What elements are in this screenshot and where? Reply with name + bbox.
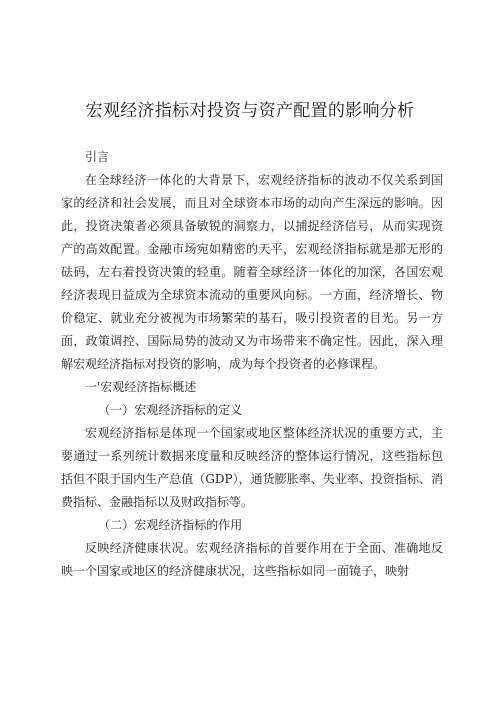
subsection-2-heading: （二）宏观经济指标的作用 xyxy=(98,518,243,532)
intro-paragraph: 在全球经济一体化的大背景下，宏观经济指标的波动不仅关系到国家的经济和社会发展，而且对全球资本市场的动向产生深远的影响。因此，投资决策者必须具备敏锐的洞察力，以捕捉经济信号，从而实现资产的高效配置。金融市场宛如精密的天平，宏观经济指标就是那无形的砝码，左右着投资决策的轻重。随着全球经济一体化的加深，各国宏观经济表现日益成为全球资本流动的重要风向标。一方面，经济增长、物价稳定、就业充分被视为市场繁荣的基石，吸引投资者的目光。另一方面，政策调控、国际局势的波动又为市场带来不确定性。因此，深入理解宏观经济指标对投资的影响，成为每个投资者的必修课程。 xyxy=(61,173,443,371)
section-1-heading: 一'宏观经济指标概述 xyxy=(85,380,197,394)
subsection-1-paragraph: 宏观经济指标是体现一个国家或地区整体经济状况的重要方式，主要通过一系列统计数据来度量和反映经济的整体运行情况，这些指标包括但不限于国内生产总值（GDP），通货膨胀率、失业率、投资指标、消费指标、金融指标以及财政指标等。 xyxy=(61,426,443,509)
subsection-2-paragraph: 反映经济健康状况。宏观经济指标的首要作用在于全面、准确地反映一个国家或地区的经济健康状况，这些指标如同一面镜子，映射 xyxy=(61,541,443,578)
document-body xyxy=(61,146,443,583)
document-title: 宏观经济指标对投资与资产配置的影响分析 xyxy=(85,101,415,121)
intro-label: 引言 xyxy=(85,150,110,164)
subsection-1-heading: （一）宏观经济指标的定义 xyxy=(98,403,243,417)
